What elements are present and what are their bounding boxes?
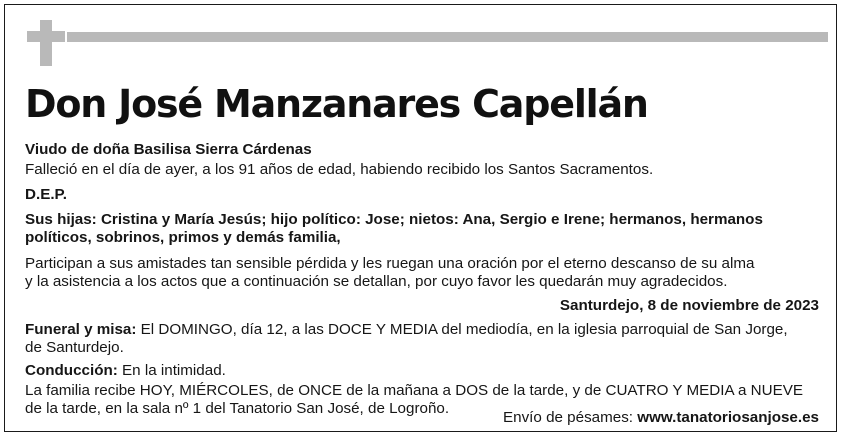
condolences-link[interactable]: www.tanatoriosanjose.es <box>637 409 819 426</box>
condolences-label: Envío de pésames: <box>503 409 638 426</box>
conduction-label: Conducción: <box>25 362 118 379</box>
header-rule <box>67 32 828 42</box>
family-line-1: Sus hijas: Cristina y María Jesús; hijo político: Jose; nietos: Ana, Sergio e Irene; hermanos, hermanos <box>25 211 763 228</box>
visit-line-1: La familia recibe HOY, MIÉRCOLES, de ONCE de la mañana a DOS de la tarde, y de CUATRO Y MEDIA a NUEVE <box>25 382 803 399</box>
cross-icon-bar <box>27 31 65 42</box>
death-line: Falleció en el día de ayer, a los 91 años de edad, habiendo recibido los Santos Sacramentos. <box>25 161 654 178</box>
cross-icon <box>40 20 52 66</box>
family-line-2: políticos, sobrinos, primos y demás familia, <box>25 229 341 246</box>
condolences-line <box>25 409 819 427</box>
widower-line: Viudo de doña Basilisa Sierra Cárdenas <box>25 141 312 158</box>
funeral-line-1 <box>25 321 825 339</box>
place-date: Santurdejo, 8 de noviembre de 2023 <box>559 297 819 314</box>
conduction-text: En la intimidad. <box>117 362 226 379</box>
obituary-card <box>4 4 837 432</box>
dep-line: D.E.P. <box>25 186 67 203</box>
funeral-text: El DOMINGO, día 12, a las DOCE Y MEDIA del mediodía, en la iglesia parroquial de San Jorge, <box>136 321 788 338</box>
funeral-label: Funeral y misa: <box>25 321 137 338</box>
request-line-1: Participan a sus amistades tan sensible pérdida y les ruegan una oración por el eterno descanso de su alma <box>25 255 755 272</box>
funeral-line-2: de Santurdejo. <box>25 339 124 356</box>
deceased-name: Don José Manzanares Capellán <box>25 82 648 126</box>
request-line-2: y la asistencia a los actos que a continuación se detallan, por cuyo favor les quedarán muy agradecidos. <box>25 273 728 290</box>
conduction-line <box>25 362 825 380</box>
visit-line-2: de la tarde, en la sala nº 1 del Tanatorio San José, de Logroño. <box>25 400 450 417</box>
